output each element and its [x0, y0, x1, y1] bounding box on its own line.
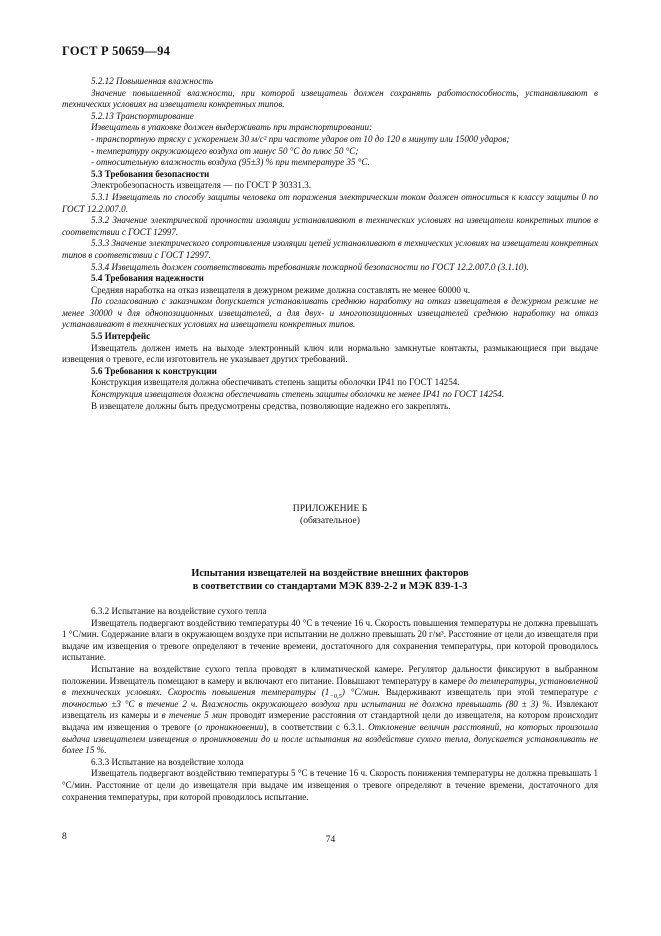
paragraph: Электробезопасность извещателя — по ГОСТ Р 30331.3. [91, 180, 312, 191]
section-heading: 5.4 Требования надежности [91, 273, 204, 284]
paragraph: 5.3.4 Извещатель должен соответствовать требованиям пожарной безопасности по ГОСТ 12.2.007.0 (3.1.10). [91, 261, 529, 272]
paragraph: 5.3.3 Значение электрического сопротивления изоляции цепей устанавливают в технических условиях на извещатели конкретных типов в соответствии с ГОСТ 12997. [62, 238, 598, 260]
section-heading: 5.3 Требования безопасности [91, 168, 210, 179]
appendix-title-line-2: в соответствии со стандартами МЭК 839-2-2 и МЭК 839-1-3 [192, 580, 468, 592]
paragraph: - транспортную тряску с ускорением 30 м/с² при частоте ударов от 10 до 120 в минуту или 15000 ударов; [91, 133, 510, 144]
paragraph: Средняя наработка на отказ извещателя в дежурном режиме должна составлять не менее 60000 ч. [91, 284, 471, 295]
paragraph-heading: 6.3.3 Испытание на воздействие холода [91, 756, 244, 767]
page-number-center: 74 [325, 835, 336, 845]
paragraph: - температуру окружающего воздуха от минус 50 °С до плюс 50 °С; [91, 145, 359, 156]
paragraph: Конструкция извещателя должна обеспечивать степень защиты оболочки не менее IP41 по ГОСТ 14254. [91, 389, 505, 400]
appendix-heading [62, 503, 598, 527]
paragraph-heading: 6.3.2 Испытание на воздействие сухого тепла [91, 606, 267, 616]
paragraph: 5.2.12 Повышенная влажность [91, 76, 214, 86]
appendix-subtitle: (обязательное) [300, 515, 360, 526]
paragraph: Извещатель подвергают воздействию температуры 5 °С в течение 16 ч. Скорость понижения температуры не должна превышать 1 °С/мин. Расстояние от цели до извещателя при выдаче им извещения о тревоге определяют в течение времени, достаточного для сохранения температуры, при которой проводилось испытание. [62, 768, 598, 802]
paragraph: 5.3.2 Значение электрической прочности изоляции устанавливают в технических условиях на извещатели конкретных типов в соответствии с ГОСТ 12997. [62, 215, 598, 237]
paragraph: Извещатель подвергают воздействию температуры 40 °С в течение 16 ч. Скорость повышения температуры не должна превышать 1 °С/мин. Содержание влаги в окружающем воздухе при испытании не должно превышать 20 г/м³. Расстояние от цели до извещателя при выдаче им извещения о тревоге определяют в течение времени, достаточного для сохранения температуры, при которой проводилось испытание. [62, 617, 598, 663]
appendix-title: ПРИЛОЖЕНИЕ Б [292, 503, 368, 514]
appendix-title-line-1: Испытания извещателей на воздействие внешних факторов [191, 568, 469, 579]
paragraph: В извещателе должны быть предусмотрены средства, позволяющие надежно его закреплять. [91, 400, 451, 411]
page-number-left: 8 [62, 832, 67, 842]
paragraph: Значение повышенной влажности, при которой извещатель должен сохранять работоспособность, устанавливают в технических условиях на извещатели конкретных типов. [62, 87, 598, 110]
paragraph: Конструкция извещателя должна обеспечивать степень защиты оболочки IP41 по ГОСТ 14254. [91, 377, 460, 388]
paragraph: Извещатель в упаковке должен выдерживать при транспортировании: [91, 122, 373, 133]
paragraph: Испытание на воздействие сухого тепла проводят в климатической камере. Регулятор дальности фиксируют в выбранном положении. Извещатель помещают в камеру и включают его питание. Повышают температуру в камере до температуры, установленной в технических условиях. Скорость повышения температуры $(1_{-0,5})$ °С/мин. Выдерживают извещатель при этой температуре с точностью ±3 °С в течение 2 ч. Влажность окружающего воздуха при испытании не должна превышать (80 ± 3) %. Извлекают извещатель из камеры и в течение 5 мин проводят измерение расстояния от стандартной цели до извещателя, на котором происходит выдача им извещения о тревоге (о проникновении), в соответствии с 6.3.1. Отклонение величин расстояний, на которых произошла выдача извещателем извещения о проникновении до и после испытания на воздействие сухого тепла, допускается устанавливать не более 15 %. [62, 663, 599, 756]
paragraph: 5.2.13 Транспортирование [91, 110, 194, 121]
appendix-section-title [62, 568, 598, 593]
section-5-content [62, 76, 598, 412]
paragraph: Извещатель должен иметь на выходе электронный ключ или нормально замкнутые контакты, размыкающиеся при выдаче извещения о тревоге, если изготовитель не указывает других требований. [62, 342, 598, 365]
document-header: ГОСТ Р 50659—94 [62, 44, 171, 58]
appendix-content [62, 606, 598, 803]
paragraph: 5.3.1 Извещатель по способу защиты человека от поражения электрическим током должен относиться к классу защиты 0 по ГОСТ 12.2.007.0. [62, 191, 598, 214]
section-heading: 5.6 Требования к конструкции [91, 365, 217, 376]
paragraph: По согласованию с заказчиком допускается устанавливать среднюю наработку на отказ извещателя в дежурном режиме не менее 30000 ч для однопозиционных извещателей, а для двух- и многопозиционных извещателей среднюю наработку на отказ устанавливают в технических условиях на извещатели конкретных типов. [62, 296, 598, 330]
section-heading: 5.5 Интерфейс [91, 331, 151, 342]
paragraph: - относительную влажность воздуха (95±3) % при температуре 35 °С. [91, 157, 370, 168]
